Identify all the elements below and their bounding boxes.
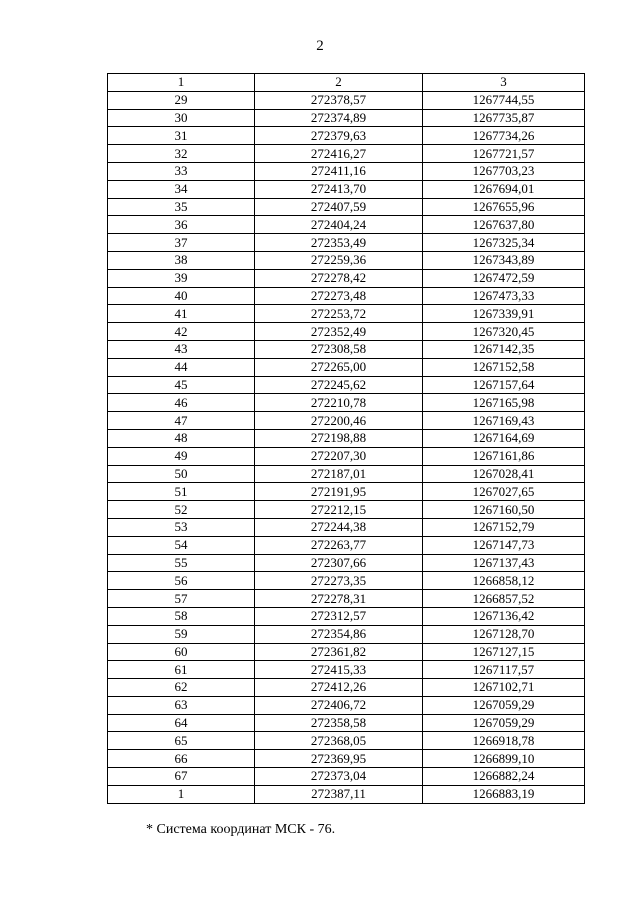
y-coordinate-cell: 1267473,33 [423,287,585,305]
point-number-cell: 65 [108,732,255,750]
y-coordinate-cell: 1267734,26 [423,127,585,145]
point-number-cell: 56 [108,572,255,590]
point-number-cell: 62 [108,679,255,697]
table-body [108,91,585,803]
y-coordinate-cell: 1266858,12 [423,572,585,590]
x-coordinate-cell: 272253,72 [255,305,423,323]
table-row [108,661,585,679]
y-coordinate-cell: 1267325,34 [423,234,585,252]
y-coordinate-cell: 1267694,01 [423,180,585,198]
point-number-cell: 35 [108,198,255,216]
y-coordinate-cell: 1267343,89 [423,251,585,269]
point-number-cell: 39 [108,269,255,287]
y-coordinate-cell: 1267339,91 [423,305,585,323]
y-coordinate-cell: 1267320,45 [423,323,585,341]
y-coordinate-cell: 1267735,87 [423,109,585,127]
x-coordinate-cell: 272263,77 [255,536,423,554]
x-coordinate-cell: 272278,31 [255,590,423,608]
table-row [108,287,585,305]
x-coordinate-cell: 272244,38 [255,518,423,536]
point-number-cell: 44 [108,358,255,376]
y-coordinate-cell: 1267059,29 [423,714,585,732]
x-coordinate-cell: 272308,58 [255,340,423,358]
x-coordinate-cell: 272212,15 [255,501,423,519]
y-coordinate-cell: 1267152,79 [423,518,585,536]
x-coordinate-cell: 272187,01 [255,465,423,483]
table-row [108,643,585,661]
point-number-cell: 57 [108,590,255,608]
table-row [108,590,585,608]
point-number-cell: 64 [108,714,255,732]
table-row [108,323,585,341]
point-number-cell: 48 [108,429,255,447]
x-coordinate-cell: 272312,57 [255,607,423,625]
x-coordinate-cell: 272415,33 [255,661,423,679]
table-row [108,180,585,198]
coordinates-table [107,73,585,804]
point-number-cell: 36 [108,216,255,234]
header-cell-y: 3 [423,74,585,92]
y-coordinate-cell: 1267160,50 [423,501,585,519]
point-number-cell: 46 [108,394,255,412]
point-number-cell: 50 [108,465,255,483]
x-coordinate-cell: 272368,05 [255,732,423,750]
x-coordinate-cell: 272352,49 [255,323,423,341]
y-coordinate-cell: 1267142,35 [423,340,585,358]
table-row [108,127,585,145]
table-row [108,162,585,180]
x-coordinate-cell: 272374,89 [255,109,423,127]
point-number-cell: 60 [108,643,255,661]
x-coordinate-cell: 272210,78 [255,394,423,412]
point-number-cell: 42 [108,323,255,341]
point-number-cell: 38 [108,251,255,269]
y-coordinate-cell: 1266882,24 [423,768,585,786]
x-coordinate-cell: 272378,57 [255,91,423,109]
point-number-cell: 43 [108,340,255,358]
x-coordinate-cell: 272265,00 [255,358,423,376]
x-coordinate-cell: 272200,46 [255,412,423,430]
table-row [108,483,585,501]
y-coordinate-cell: 1267161,86 [423,447,585,465]
coordinate-system-footnote: * Система координат МСК - 76. [146,822,336,837]
table-row [108,625,585,643]
x-coordinate-cell: 272387,11 [255,785,423,803]
point-number-cell: 52 [108,501,255,519]
y-coordinate-cell: 1267137,43 [423,554,585,572]
y-coordinate-cell: 1267472,59 [423,269,585,287]
point-number-cell: 29 [108,91,255,109]
point-number-cell: 49 [108,447,255,465]
table-row [108,429,585,447]
x-coordinate-cell: 272416,27 [255,145,423,163]
y-coordinate-cell: 1267136,42 [423,607,585,625]
table-header [108,74,585,92]
point-number-cell: 34 [108,180,255,198]
table-row [108,732,585,750]
y-coordinate-cell: 1266883,19 [423,785,585,803]
table-row [108,376,585,394]
header-cell-point: 1 [108,74,255,92]
point-number-cell: 32 [108,145,255,163]
table-row [108,607,585,625]
page-number: 2 [316,38,324,54]
y-coordinate-cell: 1267637,80 [423,216,585,234]
table-row [108,91,585,109]
y-coordinate-cell: 1267169,43 [423,412,585,430]
y-coordinate-cell: 1267703,23 [423,162,585,180]
y-coordinate-cell: 1267152,58 [423,358,585,376]
point-number-cell: 37 [108,234,255,252]
y-coordinate-cell: 1267027,65 [423,483,585,501]
y-coordinate-cell: 1267721,57 [423,145,585,163]
table-row [108,447,585,465]
point-number-cell: 40 [108,287,255,305]
x-coordinate-cell: 272373,04 [255,768,423,786]
point-number-cell: 66 [108,750,255,768]
x-coordinate-cell: 272412,26 [255,679,423,697]
table-row [108,394,585,412]
y-coordinate-cell: 1267117,57 [423,661,585,679]
x-coordinate-cell: 272278,42 [255,269,423,287]
point-number-cell: 67 [108,768,255,786]
point-number-cell: 31 [108,127,255,145]
table-row [108,501,585,519]
y-coordinate-cell: 1267164,69 [423,429,585,447]
point-number-cell: 59 [108,625,255,643]
y-coordinate-cell: 1266899,10 [423,750,585,768]
table-row [108,340,585,358]
point-number-cell: 55 [108,554,255,572]
x-coordinate-cell: 272307,66 [255,554,423,572]
y-coordinate-cell: 1267127,15 [423,643,585,661]
table-row [108,714,585,732]
y-coordinate-cell: 1267128,70 [423,625,585,643]
x-coordinate-cell: 272379,63 [255,127,423,145]
table-row [108,768,585,786]
y-coordinate-cell: 1267059,29 [423,696,585,714]
table-row [108,696,585,714]
table-row [108,536,585,554]
y-coordinate-cell: 1267744,55 [423,91,585,109]
x-coordinate-cell: 272198,88 [255,429,423,447]
y-coordinate-cell: 1266918,78 [423,732,585,750]
point-number-cell: 54 [108,536,255,554]
y-coordinate-cell: 1267157,64 [423,376,585,394]
table-row [108,305,585,323]
table-row [108,518,585,536]
y-coordinate-cell: 1267165,98 [423,394,585,412]
table-header-row [108,74,585,92]
table-row [108,572,585,590]
x-coordinate-cell: 272361,82 [255,643,423,661]
point-number-cell: 47 [108,412,255,430]
table-row [108,679,585,697]
x-coordinate-cell: 272358,58 [255,714,423,732]
table-row [108,251,585,269]
x-coordinate-cell: 272273,35 [255,572,423,590]
table-row [108,412,585,430]
y-coordinate-cell: 1267028,41 [423,465,585,483]
point-number-cell: 45 [108,376,255,394]
table-row [108,109,585,127]
table-row [108,234,585,252]
x-coordinate-cell: 272354,86 [255,625,423,643]
point-number-cell: 51 [108,483,255,501]
point-number-cell: 61 [108,661,255,679]
table-row [108,145,585,163]
x-coordinate-cell: 272406,72 [255,696,423,714]
point-number-cell: 58 [108,607,255,625]
table-row [108,358,585,376]
table-row [108,465,585,483]
x-coordinate-cell: 272369,95 [255,750,423,768]
x-coordinate-cell: 272407,59 [255,198,423,216]
point-number-cell: 1 [108,785,255,803]
x-coordinate-cell: 272353,49 [255,234,423,252]
y-coordinate-cell: 1267655,96 [423,198,585,216]
point-number-cell: 30 [108,109,255,127]
x-coordinate-cell: 272404,24 [255,216,423,234]
y-coordinate-cell: 1267147,73 [423,536,585,554]
x-coordinate-cell: 272273,48 [255,287,423,305]
y-coordinate-cell: 1267102,71 [423,679,585,697]
x-coordinate-cell: 272413,70 [255,180,423,198]
x-coordinate-cell: 272259,36 [255,251,423,269]
table-row [108,750,585,768]
point-number-cell: 53 [108,518,255,536]
x-coordinate-cell: 272411,16 [255,162,423,180]
x-coordinate-cell: 272207,30 [255,447,423,465]
y-coordinate-cell: 1266857,52 [423,590,585,608]
x-coordinate-cell: 272245,62 [255,376,423,394]
point-number-cell: 63 [108,696,255,714]
point-number-cell: 33 [108,162,255,180]
header-cell-x: 2 [255,74,423,92]
table-row [108,785,585,803]
table-row [108,269,585,287]
table-row [108,216,585,234]
table-row [108,198,585,216]
table-row [108,554,585,572]
point-number-cell: 41 [108,305,255,323]
x-coordinate-cell: 272191,95 [255,483,423,501]
